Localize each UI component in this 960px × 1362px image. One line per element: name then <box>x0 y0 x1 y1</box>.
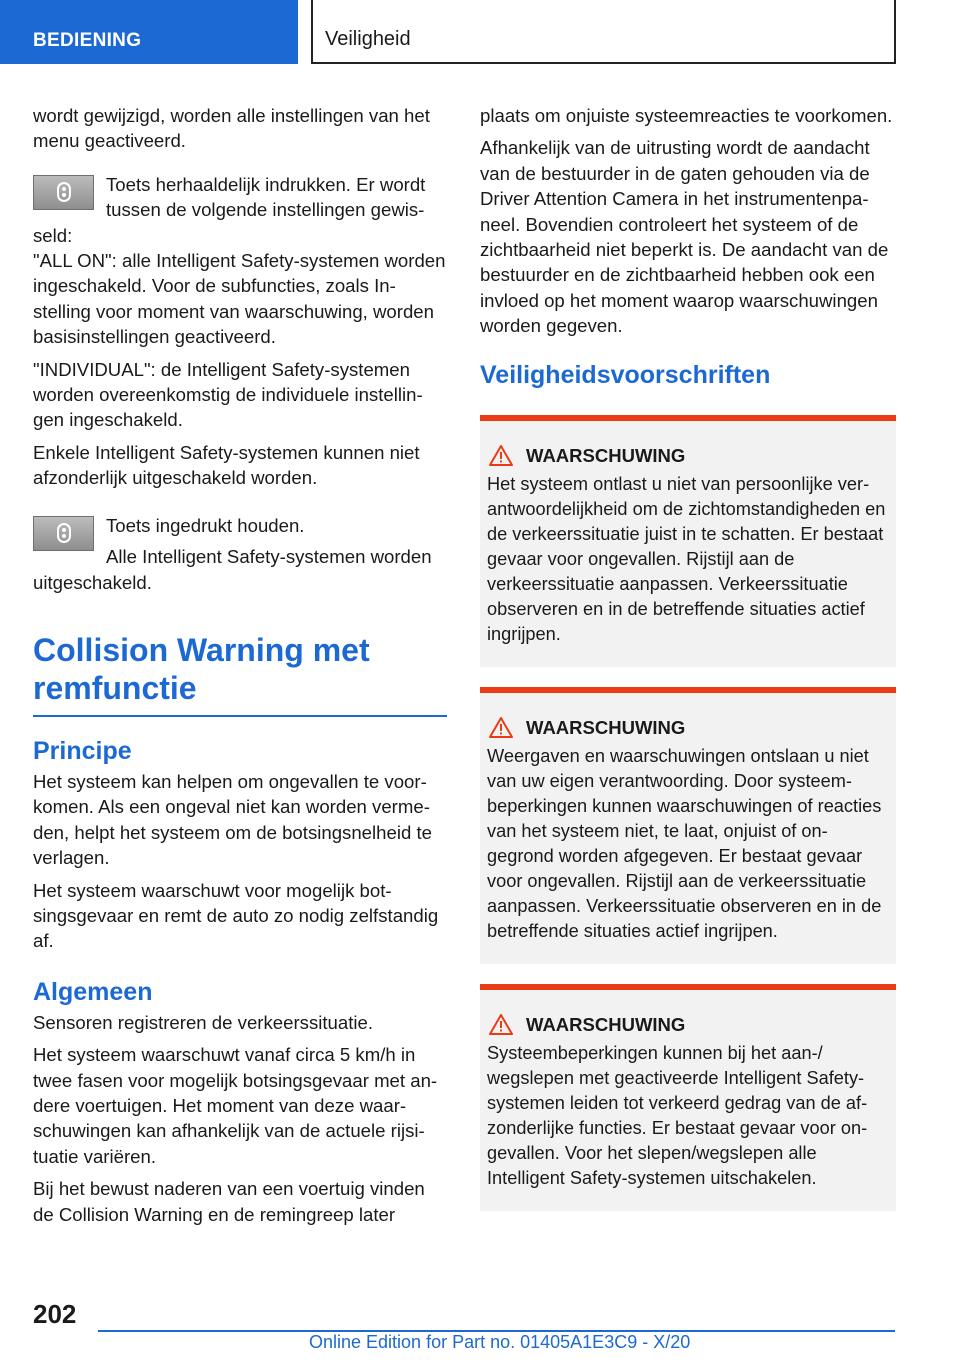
button-instruction-text: Toets herhaaldelijk indrukken. Er wordt tussen de volgende instellingen gewisseld: <box>33 173 426 246</box>
footer-edition: Online Edition for Part no. 01405A1E3C9 - X/20 <box>309 1332 691 1352</box>
button-instruction <box>33 172 447 248</box>
section-tab <box>0 0 298 64</box>
paragraph: "INDIVIDUAL": de Intelligent Safety-systemen worden overeenkomstig de individuele instellingen ingeschakeld. <box>33 358 423 431</box>
warning-text: Systeembeperkingen kunnen bij het aan-/ wegslepen met geactiveerde Intelligent Safety-systemen leiden tot verkeerd gedrag van de afzonderlijke functies. Er bestaat gevaar voor ongevallen. Voor het slepen/wegslepen alle Intelligent Safety-systemen uitschakelen. <box>487 1042 868 1188</box>
paragraph: Het systeem kan helpen om ongevallen te voorkomen. Als een ongeval niet kan worden vermeden, helpt het systeem om de botsingsnelheid te verlagen. <box>33 770 432 869</box>
paragraph: Bij het bewust naderen van een voertuig vinden de Collision Warning en de remingreep later <box>33 1178 425 1225</box>
warning-box <box>480 687 896 964</box>
heading-rule <box>33 715 447 717</box>
subheading-principe: Principe <box>33 736 132 765</box>
paragraph: wordt gewijzigd, worden alle instellingen van het menu geactiveerd. <box>33 105 430 152</box>
section-heading: Veiligheidsvoorschriften <box>480 360 771 389</box>
chapter-heading: Collision Warning met remfunctie <box>33 631 370 706</box>
warning-triangle-icon <box>489 445 513 466</box>
subheading-algemeen: Algemeen <box>33 977 153 1006</box>
warning-box <box>480 415 896 667</box>
warning-triangle-icon <box>489 717 513 738</box>
warning-title: WAARSCHUWING <box>526 444 686 466</box>
warning-text: Het systeem ontlast u niet van persoonlijke verantwoordelijkheid om de zichtomstandigheden en de verkeerssituatie juist in te schatten. Er bestaat gevaar voor ongevallen. Rijstijl aan de verkeerssituatie aanpassen. Verkeerssituatie observeren en in de betreffende situaties actief ingrijpen. <box>487 473 886 644</box>
safety-button-icon <box>33 175 94 210</box>
warning-title: WAARSCHUWING <box>526 716 686 738</box>
left-column <box>33 103 447 1234</box>
paragraph: Het systeem waarschuwt voor mogelijk botsingsgevaar en remt de auto zo nodig zelfstandig af. <box>33 879 439 952</box>
warning-box <box>480 984 896 1211</box>
paragraph: Afhankelijk van de uitrusting wordt de aandacht van de bestuurder in de gaten gehouden via de Driver Attention Camera in het instrumentenpaneel. Bovendien controleert het systeem of de zichtbaarheid niet beperkt is. De aandacht van de bestuurder en de zichtbaarheid hebben ook een invloed op het moment waarop waarschuwingen worden gegeven. <box>480 137 889 337</box>
safety-button-icon <box>33 516 94 551</box>
warning-title: WAARSCHUWING <box>526 1013 686 1035</box>
section-title: BEDIENING <box>33 30 142 51</box>
button-instruction-text: Toets ingedrukt houden. <box>106 514 305 536</box>
button-instruction <box>33 513 447 595</box>
paragraph: Sensoren registreren de verkeerssituatie. <box>33 1011 374 1033</box>
chapter-tab <box>311 0 896 64</box>
page-number: 202 <box>33 1299 77 1329</box>
warning-text: Weergaven en waarschuwingen ontslaan u niet van uw eigen verantwoording. Door systeembeperkingen kunnen waarschuwingen of reacties van het systeem niet, te laat, onjuist of ongegrond worden afgegeven. Er bestaat gevaar voor ongevallen. Rijstijl aan de verkeerssituatie aanpassen. Verkeerssituatie observeren en in de betreffende situaties actief ingrijpen. <box>487 745 882 941</box>
chapter-title: Veiligheid <box>325 28 411 50</box>
paragraph: Enkele Intelligent Safety-systemen kunnen niet afzonderlijk uitgeschakeld worden. <box>33 441 420 489</box>
right-column <box>480 103 894 1231</box>
button-instruction-text: Alle Intelligent Safety-systemen worden uitgeschakeld. <box>33 546 432 593</box>
paragraph: Het systeem waarschuwt vanaf circa 5 km/h in twee fasen voor mogelijk botsingsgevaar met andere voertuigen. Het moment van deze waarschuwingen kan afhankelijk van de actuele rijsituatie variëren. <box>33 1044 438 1167</box>
paragraph: "ALL ON": alle Intelligent Safety-systemen worden ingeschakeld. Voor de subfuncties, zoals Instelling voor moment van waarschuwing, worden basisinstellingen geactiveerd. <box>33 250 446 348</box>
warning-triangle-icon <box>489 1014 513 1035</box>
paragraph: plaats om onjuiste systeemreacties te voorkomen. <box>480 105 893 126</box>
